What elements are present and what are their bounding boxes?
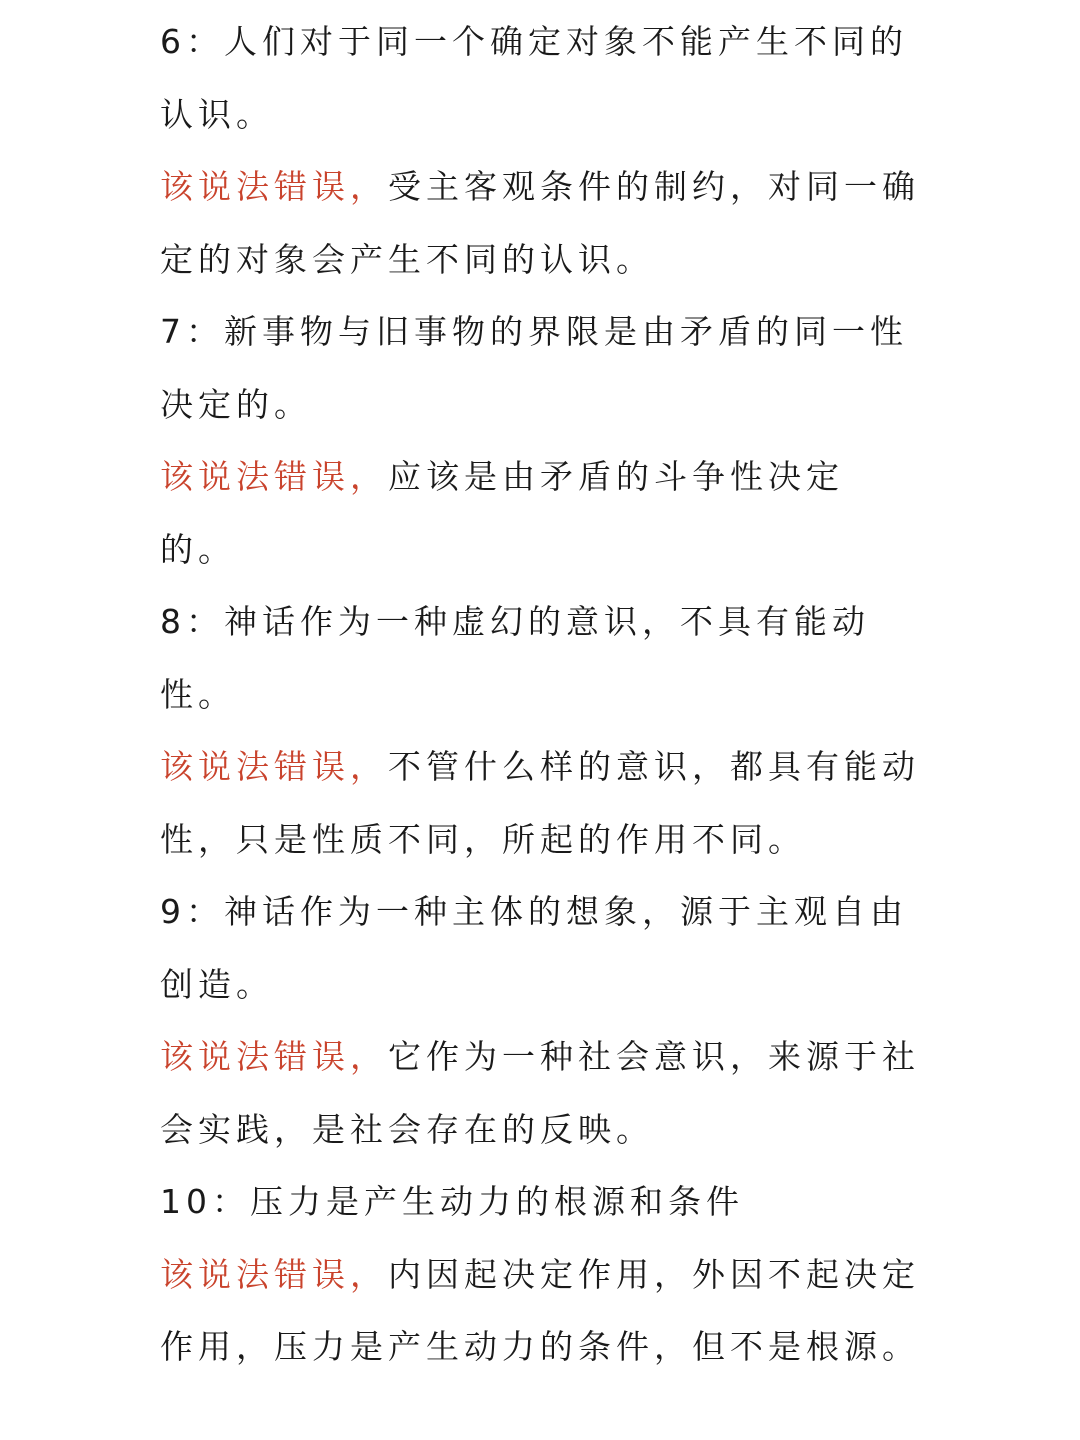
explanation-text: 它作为一种社会意识，来源于社会实践，是社会存在的反映。 [160, 1037, 920, 1149]
item-10 [160, 1166, 920, 1384]
answer [160, 1021, 920, 1166]
explanation-text: 内因起决定作用，外因不起决定作用，压力是产生动力的条件，但不是根源。 [160, 1254, 920, 1366]
explanation-text: 应该是由矛盾的斗争性决定的。 [160, 457, 844, 569]
question-text: 6：人们对于同一个确定对象不能产生不同的认识。 [160, 22, 908, 134]
question-text: 7：新事物与旧事物的界限是由矛盾的同一性决定的。 [160, 312, 908, 424]
verdict-label: 该说法错误， [160, 457, 388, 496]
answer [160, 1239, 920, 1384]
item-6 [160, 6, 920, 296]
question-text: 9：神话作为一种主体的想象，源于主观自由创造。 [160, 892, 908, 1004]
answer [160, 441, 860, 586]
verdict-label: 该说法错误， [160, 1037, 388, 1076]
answer [160, 731, 920, 876]
question-text: 10：压力是产生动力的根源和条件 [160, 1182, 744, 1221]
answer [160, 151, 920, 296]
verdict-label: 该说法错误， [160, 1254, 388, 1294]
explanation-text: 受主客观条件的制约，对同一确定的对象会产生不同的认识。 [160, 167, 920, 279]
item-8 [160, 586, 920, 876]
explanation-text: 不管什么样的意识，都具有能动性，只是性质不同，所起的作用不同。 [160, 747, 920, 859]
document-body [160, 6, 920, 1384]
verdict-label: 该说法错误， [160, 747, 388, 786]
verdict-label: 该说法错误， [160, 167, 388, 206]
question-text: 8：神话作为一种虚幻的意识，不具有能动性。 [160, 602, 870, 714]
item-7 [160, 296, 920, 586]
item-9 [160, 876, 920, 1166]
